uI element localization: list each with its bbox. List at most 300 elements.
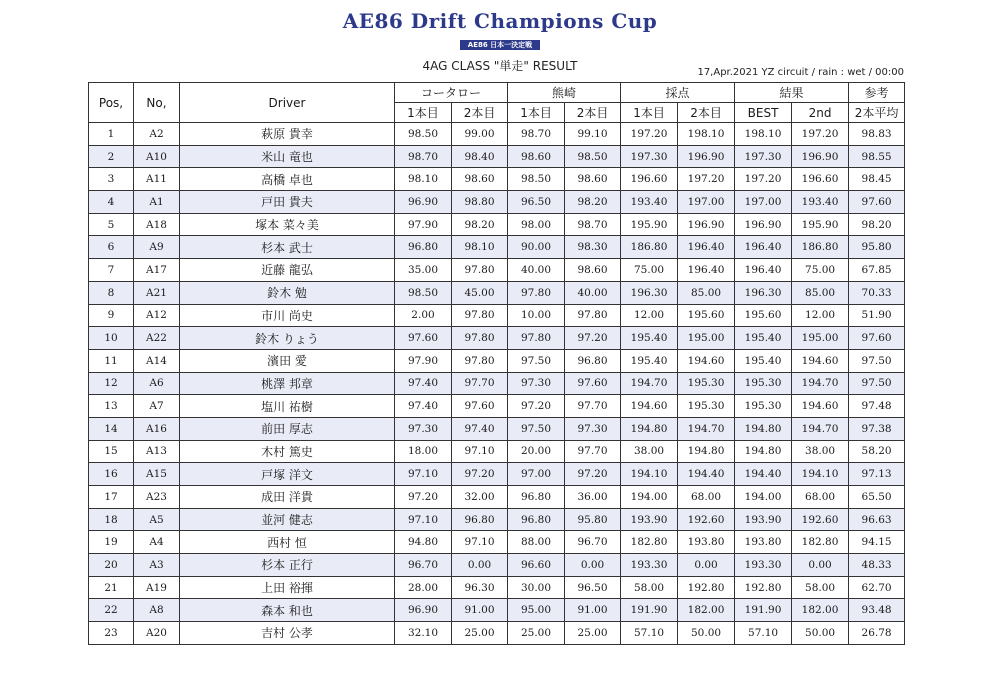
second-cell: 68.00 bbox=[792, 486, 849, 509]
no-cell: A9 bbox=[134, 236, 180, 259]
kumazaki-run1-cell: 30.00 bbox=[508, 576, 565, 599]
kumazaki-run2-cell: 97.30 bbox=[565, 417, 621, 440]
no-cell: A14 bbox=[134, 349, 180, 372]
best-cell: 194.00 bbox=[735, 486, 792, 509]
score-run2-cell: 194.70 bbox=[678, 417, 735, 440]
no-cell: A11 bbox=[134, 168, 180, 191]
kumazaki-run2-cell: 98.60 bbox=[565, 259, 621, 282]
driver-cell: 杉本 武士 bbox=[180, 236, 395, 259]
best-cell: 192.80 bbox=[735, 576, 792, 599]
score-run1-cell: 194.70 bbox=[621, 372, 678, 395]
pos-cell: 9 bbox=[89, 304, 134, 327]
pos-cell: 18 bbox=[89, 508, 134, 531]
kumazaki-run2-cell: 96.50 bbox=[565, 576, 621, 599]
average-cell: 98.83 bbox=[849, 123, 905, 146]
event-logo bbox=[343, 10, 658, 51]
average-cell: 67.85 bbox=[849, 259, 905, 282]
driver-cell: 成田 洋貴 bbox=[180, 486, 395, 509]
table-row bbox=[89, 417, 905, 440]
score-run2-cell: 195.00 bbox=[678, 327, 735, 350]
kotaro-run2-cell: 97.40 bbox=[452, 417, 508, 440]
best-cell: 198.10 bbox=[735, 123, 792, 146]
kotaro-run2-cell: 97.70 bbox=[452, 372, 508, 395]
no-cell: A23 bbox=[134, 486, 180, 509]
driver-cell: 並河 健志 bbox=[180, 508, 395, 531]
kumazaki-run1-cell: 98.60 bbox=[508, 145, 565, 168]
pos-cell: 4 bbox=[89, 191, 134, 214]
kumazaki-run1-cell: 97.20 bbox=[508, 395, 565, 418]
driver-cell: 塩川 祐樹 bbox=[180, 395, 395, 418]
table-header bbox=[89, 83, 905, 123]
table-row bbox=[89, 463, 905, 486]
driver-cell: 高橋 卓也 bbox=[180, 168, 395, 191]
pos-cell: 6 bbox=[89, 236, 134, 259]
kotaro-run1-cell: 98.10 bbox=[395, 168, 452, 191]
kotaro-run1-cell: 96.90 bbox=[395, 191, 452, 214]
pos-cell: 22 bbox=[89, 599, 134, 622]
subheader-kumazaki-run1: 1本目 bbox=[508, 103, 565, 123]
score-run2-cell: 197.20 bbox=[678, 168, 735, 191]
no-cell: A16 bbox=[134, 417, 180, 440]
average-cell: 97.38 bbox=[849, 417, 905, 440]
kumazaki-run2-cell: 97.70 bbox=[565, 440, 621, 463]
table-row bbox=[89, 349, 905, 372]
score-run2-cell: 68.00 bbox=[678, 486, 735, 509]
subheader-score-run1: 1本目 bbox=[621, 103, 678, 123]
second-cell: 0.00 bbox=[792, 554, 849, 577]
kotaro-run2-cell: 98.60 bbox=[452, 168, 508, 191]
score-run2-cell: 197.00 bbox=[678, 191, 735, 214]
no-cell: A15 bbox=[134, 463, 180, 486]
table-row bbox=[89, 213, 905, 236]
table-row bbox=[89, 395, 905, 418]
kumazaki-run1-cell: 98.00 bbox=[508, 213, 565, 236]
kotaro-run2-cell: 97.80 bbox=[452, 259, 508, 282]
kumazaki-run1-cell: 97.80 bbox=[508, 327, 565, 350]
kumazaki-run1-cell: 10.00 bbox=[508, 304, 565, 327]
second-cell: 195.90 bbox=[792, 213, 849, 236]
score-run1-cell: 195.40 bbox=[621, 327, 678, 350]
second-cell: 194.60 bbox=[792, 349, 849, 372]
best-cell: 195.40 bbox=[735, 327, 792, 350]
subheader-kotaro-run2: 2本目 bbox=[452, 103, 508, 123]
second-cell: 186.80 bbox=[792, 236, 849, 259]
kumazaki-run1-cell: 40.00 bbox=[508, 259, 565, 282]
kotaro-run2-cell: 97.10 bbox=[452, 440, 508, 463]
kotaro-run1-cell: 97.10 bbox=[395, 508, 452, 531]
best-cell: 196.40 bbox=[735, 259, 792, 282]
second-cell: 194.10 bbox=[792, 463, 849, 486]
pos-cell: 17 bbox=[89, 486, 134, 509]
kotaro-run2-cell: 97.80 bbox=[452, 327, 508, 350]
score-run1-cell: 182.80 bbox=[621, 531, 678, 554]
kotaro-run1-cell: 97.60 bbox=[395, 327, 452, 350]
average-cell: 94.15 bbox=[849, 531, 905, 554]
kotaro-run1-cell: 2.00 bbox=[395, 304, 452, 327]
kumazaki-run2-cell: 97.60 bbox=[565, 372, 621, 395]
kumazaki-run2-cell: 98.70 bbox=[565, 213, 621, 236]
average-cell: 93.48 bbox=[849, 599, 905, 622]
pos-cell: 20 bbox=[89, 554, 134, 577]
no-cell: A22 bbox=[134, 327, 180, 350]
table-row bbox=[89, 531, 905, 554]
kotaro-run1-cell: 97.10 bbox=[395, 463, 452, 486]
subheader-best: BEST bbox=[735, 103, 792, 123]
no-cell: A4 bbox=[134, 531, 180, 554]
kotaro-run2-cell: 45.00 bbox=[452, 281, 508, 304]
table-row bbox=[89, 576, 905, 599]
second-cell: 194.70 bbox=[792, 372, 849, 395]
no-cell: A18 bbox=[134, 213, 180, 236]
average-cell: 48.33 bbox=[849, 554, 905, 577]
kotaro-run2-cell: 97.80 bbox=[452, 349, 508, 372]
results-table bbox=[88, 82, 905, 645]
driver-cell: 濱田 愛 bbox=[180, 349, 395, 372]
no-cell: A13 bbox=[134, 440, 180, 463]
kotaro-run2-cell: 97.10 bbox=[452, 531, 508, 554]
kotaro-run1-cell: 32.10 bbox=[395, 622, 452, 645]
score-run2-cell: 182.00 bbox=[678, 599, 735, 622]
kumazaki-run1-cell: 96.50 bbox=[508, 191, 565, 214]
driver-cell: 桃澤 邦章 bbox=[180, 372, 395, 395]
second-cell: 196.90 bbox=[792, 145, 849, 168]
table-row bbox=[89, 281, 905, 304]
average-cell: 51.90 bbox=[849, 304, 905, 327]
score-run2-cell: 193.80 bbox=[678, 531, 735, 554]
kotaro-run1-cell: 98.50 bbox=[395, 123, 452, 146]
subheader-kumazaki-run2: 2本目 bbox=[565, 103, 621, 123]
score-run1-cell: 195.90 bbox=[621, 213, 678, 236]
table-row bbox=[89, 123, 905, 146]
second-cell: 193.40 bbox=[792, 191, 849, 214]
no-cell: A3 bbox=[134, 554, 180, 577]
no-cell: A1 bbox=[134, 191, 180, 214]
score-run2-cell: 0.00 bbox=[678, 554, 735, 577]
header-reference: 参考 bbox=[849, 83, 905, 103]
header-judge-kumazaki: 熊崎 bbox=[508, 83, 621, 103]
kotaro-run1-cell: 97.90 bbox=[395, 213, 452, 236]
driver-cell: 萩原 貴幸 bbox=[180, 123, 395, 146]
kumazaki-run1-cell: 95.00 bbox=[508, 599, 565, 622]
pos-cell: 3 bbox=[89, 168, 134, 191]
no-cell: A8 bbox=[134, 599, 180, 622]
no-cell: A5 bbox=[134, 508, 180, 531]
kotaro-run2-cell: 98.20 bbox=[452, 213, 508, 236]
kotaro-run2-cell: 96.30 bbox=[452, 576, 508, 599]
score-run1-cell: 58.00 bbox=[621, 576, 678, 599]
average-cell: 62.70 bbox=[849, 576, 905, 599]
kumazaki-run2-cell: 98.30 bbox=[565, 236, 621, 259]
kotaro-run1-cell: 28.00 bbox=[395, 576, 452, 599]
pos-cell: 5 bbox=[89, 213, 134, 236]
kotaro-run1-cell: 97.30 bbox=[395, 417, 452, 440]
kotaro-run2-cell: 98.80 bbox=[452, 191, 508, 214]
kumazaki-run1-cell: 97.30 bbox=[508, 372, 565, 395]
score-run1-cell: 12.00 bbox=[621, 304, 678, 327]
kumazaki-run1-cell: 90.00 bbox=[508, 236, 565, 259]
score-run1-cell: 57.10 bbox=[621, 622, 678, 645]
kotaro-run1-cell: 96.80 bbox=[395, 236, 452, 259]
score-run2-cell: 196.90 bbox=[678, 145, 735, 168]
driver-cell: 吉村 公孝 bbox=[180, 622, 395, 645]
second-cell: 194.60 bbox=[792, 395, 849, 418]
best-cell: 193.80 bbox=[735, 531, 792, 554]
best-cell: 193.30 bbox=[735, 554, 792, 577]
kotaro-run2-cell: 97.20 bbox=[452, 463, 508, 486]
second-cell: 50.00 bbox=[792, 622, 849, 645]
kotaro-run2-cell: 98.10 bbox=[452, 236, 508, 259]
pos-cell: 1 bbox=[89, 123, 134, 146]
table-row bbox=[89, 191, 905, 214]
kotaro-run1-cell: 97.90 bbox=[395, 349, 452, 372]
pos-cell: 14 bbox=[89, 417, 134, 440]
best-cell: 195.30 bbox=[735, 395, 792, 418]
average-cell: 95.80 bbox=[849, 236, 905, 259]
kotaro-run1-cell: 97.20 bbox=[395, 486, 452, 509]
no-cell: A6 bbox=[134, 372, 180, 395]
kumazaki-run1-cell: 20.00 bbox=[508, 440, 565, 463]
header-driver: Driver bbox=[180, 83, 395, 123]
second-cell: 192.60 bbox=[792, 508, 849, 531]
kumazaki-run2-cell: 25.00 bbox=[565, 622, 621, 645]
second-cell: 195.00 bbox=[792, 327, 849, 350]
kumazaki-run1-cell: 96.60 bbox=[508, 554, 565, 577]
kumazaki-run1-cell: 97.50 bbox=[508, 349, 565, 372]
kotaro-run2-cell: 91.00 bbox=[452, 599, 508, 622]
kotaro-run2-cell: 96.80 bbox=[452, 508, 508, 531]
kotaro-run2-cell: 98.40 bbox=[452, 145, 508, 168]
pos-cell: 11 bbox=[89, 349, 134, 372]
kotaro-run2-cell: 0.00 bbox=[452, 554, 508, 577]
score-run2-cell: 195.60 bbox=[678, 304, 735, 327]
best-cell: 191.90 bbox=[735, 599, 792, 622]
score-run1-cell: 197.20 bbox=[621, 123, 678, 146]
driver-cell: 杉本 正行 bbox=[180, 554, 395, 577]
kumazaki-run2-cell: 91.00 bbox=[565, 599, 621, 622]
second-cell: 194.70 bbox=[792, 417, 849, 440]
driver-cell: 森本 和也 bbox=[180, 599, 395, 622]
table-row bbox=[89, 486, 905, 509]
score-run1-cell: 193.40 bbox=[621, 191, 678, 214]
average-cell: 96.63 bbox=[849, 508, 905, 531]
best-cell: 194.80 bbox=[735, 440, 792, 463]
pos-cell: 21 bbox=[89, 576, 134, 599]
kumazaki-run2-cell: 97.20 bbox=[565, 463, 621, 486]
score-run2-cell: 194.40 bbox=[678, 463, 735, 486]
pos-cell: 7 bbox=[89, 259, 134, 282]
second-cell: 196.60 bbox=[792, 168, 849, 191]
no-cell: A17 bbox=[134, 259, 180, 282]
kumazaki-run2-cell: 95.80 bbox=[565, 508, 621, 531]
kumazaki-run1-cell: 97.50 bbox=[508, 417, 565, 440]
pos-cell: 8 bbox=[89, 281, 134, 304]
score-run1-cell: 75.00 bbox=[621, 259, 678, 282]
subheader-average: 2本平均 bbox=[849, 103, 905, 123]
pos-cell: 10 bbox=[89, 327, 134, 350]
kotaro-run2-cell: 99.00 bbox=[452, 123, 508, 146]
kotaro-run1-cell: 98.50 bbox=[395, 281, 452, 304]
score-run1-cell: 196.30 bbox=[621, 281, 678, 304]
score-run1-cell: 186.80 bbox=[621, 236, 678, 259]
score-run2-cell: 195.30 bbox=[678, 372, 735, 395]
table-row bbox=[89, 440, 905, 463]
kumazaki-run2-cell: 97.20 bbox=[565, 327, 621, 350]
kumazaki-run2-cell: 98.50 bbox=[565, 145, 621, 168]
kumazaki-run2-cell: 97.80 bbox=[565, 304, 621, 327]
average-cell: 98.20 bbox=[849, 213, 905, 236]
score-run1-cell: 38.00 bbox=[621, 440, 678, 463]
header-judge-kotaro: コータロー bbox=[395, 83, 508, 103]
second-cell: 182.00 bbox=[792, 599, 849, 622]
second-cell: 182.80 bbox=[792, 531, 849, 554]
kumazaki-run2-cell: 98.60 bbox=[565, 168, 621, 191]
subheader-score-run2: 2本目 bbox=[678, 103, 735, 123]
kumazaki-run2-cell: 0.00 bbox=[565, 554, 621, 577]
header-score: 採点 bbox=[621, 83, 735, 103]
table-row bbox=[89, 327, 905, 350]
subheader-2nd: 2nd bbox=[792, 103, 849, 123]
kumazaki-run1-cell: 98.70 bbox=[508, 123, 565, 146]
kumazaki-run2-cell: 97.70 bbox=[565, 395, 621, 418]
kotaro-run1-cell: 96.70 bbox=[395, 554, 452, 577]
kotaro-run2-cell: 97.60 bbox=[452, 395, 508, 418]
score-run1-cell: 196.60 bbox=[621, 168, 678, 191]
driver-cell: 前田 厚志 bbox=[180, 417, 395, 440]
kotaro-run1-cell: 18.00 bbox=[395, 440, 452, 463]
event-meta: 17,Apr.2021 YZ circuit / rain : wet / 00:00 bbox=[697, 67, 904, 78]
kumazaki-run1-cell: 96.80 bbox=[508, 508, 565, 531]
kumazaki-run1-cell: 97.80 bbox=[508, 281, 565, 304]
kotaro-run1-cell: 97.40 bbox=[395, 372, 452, 395]
no-cell: A7 bbox=[134, 395, 180, 418]
kumazaki-run2-cell: 98.20 bbox=[565, 191, 621, 214]
average-cell: 97.48 bbox=[849, 395, 905, 418]
kotaro-run1-cell: 98.70 bbox=[395, 145, 452, 168]
header-pos: Pos, bbox=[89, 83, 134, 123]
score-run2-cell: 196.90 bbox=[678, 213, 735, 236]
score-run1-cell: 194.80 bbox=[621, 417, 678, 440]
pos-cell: 15 bbox=[89, 440, 134, 463]
score-run2-cell: 195.30 bbox=[678, 395, 735, 418]
table-row bbox=[89, 622, 905, 645]
no-cell: A21 bbox=[134, 281, 180, 304]
best-cell: 195.60 bbox=[735, 304, 792, 327]
driver-cell: 鈴木 りょう bbox=[180, 327, 395, 350]
subheader-kotaro-run1: 1本目 bbox=[395, 103, 452, 123]
kumazaki-run1-cell: 97.00 bbox=[508, 463, 565, 486]
score-run2-cell: 194.60 bbox=[678, 349, 735, 372]
average-cell: 97.60 bbox=[849, 327, 905, 350]
no-cell: A10 bbox=[134, 145, 180, 168]
kumazaki-run2-cell: 99.10 bbox=[565, 123, 621, 146]
score-run1-cell: 191.90 bbox=[621, 599, 678, 622]
kotaro-run2-cell: 25.00 bbox=[452, 622, 508, 645]
second-cell: 58.00 bbox=[792, 576, 849, 599]
score-run1-cell: 193.90 bbox=[621, 508, 678, 531]
score-run1-cell: 194.00 bbox=[621, 486, 678, 509]
score-run2-cell: 85.00 bbox=[678, 281, 735, 304]
kotaro-run1-cell: 94.80 bbox=[395, 531, 452, 554]
table-row bbox=[89, 304, 905, 327]
kumazaki-run2-cell: 40.00 bbox=[565, 281, 621, 304]
score-run2-cell: 192.80 bbox=[678, 576, 735, 599]
kotaro-run1-cell: 97.40 bbox=[395, 395, 452, 418]
second-cell: 197.20 bbox=[792, 123, 849, 146]
kotaro-run2-cell: 32.00 bbox=[452, 486, 508, 509]
best-cell: 196.30 bbox=[735, 281, 792, 304]
best-cell: 195.40 bbox=[735, 349, 792, 372]
kotaro-run1-cell: 35.00 bbox=[395, 259, 452, 282]
score-run2-cell: 194.80 bbox=[678, 440, 735, 463]
table-row bbox=[89, 372, 905, 395]
kumazaki-run2-cell: 96.70 bbox=[565, 531, 621, 554]
second-cell: 75.00 bbox=[792, 259, 849, 282]
score-run1-cell: 193.30 bbox=[621, 554, 678, 577]
logo-subtitle: AE86 日本一決定戦 bbox=[460, 40, 540, 50]
kotaro-run2-cell: 97.80 bbox=[452, 304, 508, 327]
document-header bbox=[0, 10, 1000, 74]
average-cell: 58.20 bbox=[849, 440, 905, 463]
average-cell: 97.13 bbox=[849, 463, 905, 486]
second-cell: 85.00 bbox=[792, 281, 849, 304]
driver-cell: 市川 尚史 bbox=[180, 304, 395, 327]
kumazaki-run1-cell: 25.00 bbox=[508, 622, 565, 645]
pos-cell: 19 bbox=[89, 531, 134, 554]
kumazaki-run1-cell: 96.80 bbox=[508, 486, 565, 509]
score-run2-cell: 198.10 bbox=[678, 123, 735, 146]
average-cell: 97.50 bbox=[849, 372, 905, 395]
average-cell: 65.50 bbox=[849, 486, 905, 509]
driver-cell: 戸田 貴夫 bbox=[180, 191, 395, 214]
best-cell: 197.20 bbox=[735, 168, 792, 191]
driver-cell: 上田 裕揮 bbox=[180, 576, 395, 599]
driver-cell: 木村 篤史 bbox=[180, 440, 395, 463]
score-run1-cell: 194.60 bbox=[621, 395, 678, 418]
score-run1-cell: 197.30 bbox=[621, 145, 678, 168]
no-cell: A2 bbox=[134, 123, 180, 146]
table-row bbox=[89, 236, 905, 259]
kumazaki-run2-cell: 36.00 bbox=[565, 486, 621, 509]
header-result: 結果 bbox=[735, 83, 849, 103]
kumazaki-run2-cell: 96.80 bbox=[565, 349, 621, 372]
score-run1-cell: 195.40 bbox=[621, 349, 678, 372]
driver-cell: 塚本 菜々美 bbox=[180, 213, 395, 236]
best-cell: 194.80 bbox=[735, 417, 792, 440]
score-run1-cell: 194.10 bbox=[621, 463, 678, 486]
driver-cell: 西村 恒 bbox=[180, 531, 395, 554]
average-cell: 97.50 bbox=[849, 349, 905, 372]
average-cell: 26.78 bbox=[849, 622, 905, 645]
average-cell: 98.45 bbox=[849, 168, 905, 191]
kumazaki-run1-cell: 98.50 bbox=[508, 168, 565, 191]
table-row bbox=[89, 599, 905, 622]
score-run2-cell: 192.60 bbox=[678, 508, 735, 531]
best-cell: 197.30 bbox=[735, 145, 792, 168]
no-cell: A19 bbox=[134, 576, 180, 599]
average-cell: 70.33 bbox=[849, 281, 905, 304]
pos-cell: 12 bbox=[89, 372, 134, 395]
table-row bbox=[89, 145, 905, 168]
driver-cell: 近藤 龍弘 bbox=[180, 259, 395, 282]
second-cell: 38.00 bbox=[792, 440, 849, 463]
driver-cell: 鈴木 勉 bbox=[180, 281, 395, 304]
kumazaki-run1-cell: 88.00 bbox=[508, 531, 565, 554]
score-run2-cell: 196.40 bbox=[678, 236, 735, 259]
driver-cell: 米山 竜也 bbox=[180, 145, 395, 168]
score-run2-cell: 50.00 bbox=[678, 622, 735, 645]
table-body bbox=[89, 123, 905, 645]
best-cell: 194.40 bbox=[735, 463, 792, 486]
